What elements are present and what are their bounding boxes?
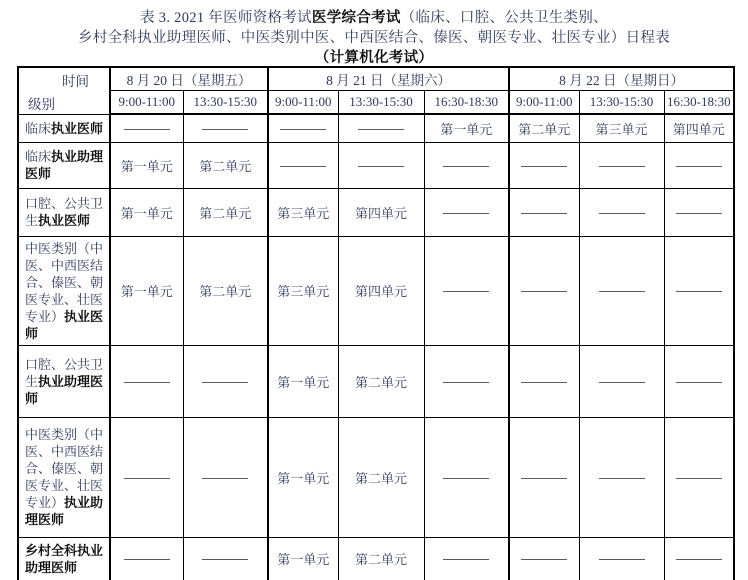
exam-unit-cell: 第二单元 [338,417,424,537]
no-exam-dash [202,129,248,130]
no-exam-dash [124,478,170,479]
row-label-qualification: 执业医师 [25,308,104,341]
exam-unit-cell: 第三单元 [579,114,664,142]
no-exam-dash [599,166,645,167]
row-label-category: 中医类别（中医、中西医结合、傣医、朝医专业、壮医专业） [25,427,104,510]
no-exam-cell [579,345,664,417]
no-exam-cell [509,236,579,345]
no-exam-dash [676,382,722,383]
corner-header-cell [18,67,110,114]
no-exam-cell [509,142,579,188]
schedule-row [18,417,734,537]
day-header-aug22: 8 月 22 日（星期日） [509,67,734,91]
corner-label-level: 级别 [28,97,55,113]
row-label [18,345,110,417]
no-exam-dash [443,382,489,383]
time-slot-header: 9:00-11:00 [268,91,338,115]
row-label [18,537,110,580]
schedule-row [18,236,734,345]
row-label-category: 口腔、公共卫生 [25,356,104,389]
no-exam-cell [183,537,268,580]
exam-unit-cell: 第一单元 [110,188,183,236]
no-exam-cell [424,537,509,580]
no-exam-dash [443,559,489,560]
time-slot-header: 16:30-18:30 [424,91,509,115]
no-exam-cell [509,345,579,417]
day-header-aug21: 8 月 21 日（星期六） [268,67,509,91]
no-exam-cell [664,345,734,417]
time-slot-header: 9:00-11:00 [509,91,579,115]
row-label-qualification: 执业医师 [38,213,91,228]
exam-unit-cell: 第一单元 [110,142,183,188]
exam-unit-cell: 第四单元 [338,188,424,236]
no-exam-dash [443,166,489,167]
no-exam-cell [183,114,268,142]
no-exam-cell [424,142,509,188]
no-exam-dash [521,382,567,383]
exam-unit-cell: 第二单元 [183,236,268,345]
no-exam-cell [424,345,509,417]
exam-schedule-table [17,66,735,580]
row-label-qualification: 执业助理医师 [25,149,104,181]
no-exam-cell [183,345,268,417]
no-exam-dash [124,382,170,383]
no-exam-cell [579,142,664,188]
no-exam-dash [358,129,404,130]
no-exam-cell [424,236,509,345]
schedule-row [18,537,734,580]
row-label-qualification: 乡村全科执业助理医师 [25,542,104,575]
row-label [18,188,110,236]
no-exam-dash [202,382,248,383]
no-exam-cell [509,537,579,580]
exam-unit-cell: 第三单元 [268,236,338,345]
no-exam-cell [509,188,579,236]
row-label [18,417,110,537]
no-exam-cell [579,236,664,345]
no-exam-dash [202,559,248,560]
title-line-2: 乡村全科执业助理医师、中医类别中医、中西医结合、傣医、朝医专业、壮医专业）日程表 [78,30,670,46]
no-exam-dash [443,213,489,214]
day-header-aug20: 8 月 20 日（星期五） [110,67,268,91]
row-label-category: 口腔、公共卫生 [25,196,104,228]
no-exam-dash [521,478,567,479]
no-exam-dash [443,291,489,292]
row-label-category: 临床 [25,120,52,136]
no-exam-cell [110,114,183,142]
no-exam-dash [599,213,645,214]
title-line-3: （计算机化考试） [314,50,434,66]
exam-unit-cell: 第二单元 [338,345,424,417]
row-label-category: 临床 [25,149,52,164]
date-header-row [18,67,734,91]
row-label-qualification: 执业助理医师 [25,495,104,527]
no-exam-cell [664,236,734,345]
exam-unit-cell: 第二单元 [183,188,268,236]
time-slot-header: 13:30-15:30 [338,91,424,115]
no-exam-dash [280,166,326,167]
schedule-row [18,345,734,417]
time-header-row [18,91,734,115]
exam-unit-cell: 第一单元 [268,417,338,537]
no-exam-cell [268,142,338,188]
no-exam-dash [599,559,645,560]
row-label [18,114,110,142]
row-label-qualification: 执业医师 [51,120,104,136]
no-exam-dash [676,559,722,560]
no-exam-cell [183,417,268,537]
no-exam-dash [124,129,170,130]
no-exam-dash [521,213,567,214]
no-exam-cell [579,537,664,580]
no-exam-cell [338,114,424,142]
title-line-1 [0,8,748,28]
no-exam-dash [521,291,567,292]
no-exam-dash [280,129,326,130]
no-exam-dash [676,291,722,292]
no-exam-cell [664,142,734,188]
row-label [18,142,110,188]
no-exam-cell [110,345,183,417]
no-exam-cell [110,417,183,537]
no-exam-dash [676,478,722,479]
schedule-row [18,142,734,188]
no-exam-cell [110,537,183,580]
corner-label-time: 时间 [62,74,89,90]
no-exam-cell [338,142,424,188]
exam-unit-cell: 第一单元 [268,537,338,580]
no-exam-cell [424,188,509,236]
no-exam-dash [521,559,567,560]
row-label-qualification: 执业助理医师 [25,373,104,406]
exam-unit-cell: 第一单元 [424,114,509,142]
document-title [0,0,748,68]
exam-unit-cell: 第二单元 [183,142,268,188]
exam-unit-cell: 第一单元 [110,236,183,345]
no-exam-dash [443,478,489,479]
exam-unit-cell: 第四单元 [338,236,424,345]
time-slot-header: 13:30-15:30 [183,91,268,115]
row-label-category: 中医类别（中医、中西医结合、傣医、朝医专业、壮医专业） [25,240,104,324]
no-exam-cell [424,417,509,537]
schedule-row [18,114,734,142]
no-exam-dash [676,213,722,214]
exam-unit-cell: 第四单元 [664,114,734,142]
schedule-row [18,188,734,236]
no-exam-dash [676,166,722,167]
no-exam-cell [268,114,338,142]
exam-unit-cell: 第一单元 [268,345,338,417]
no-exam-dash [599,382,645,383]
exam-unit-cell: 第三单元 [268,188,338,236]
no-exam-cell [664,537,734,580]
no-exam-dash [521,166,567,167]
no-exam-dash [358,166,404,167]
row-label [18,236,110,345]
time-slot-header: 13:30-15:30 [579,91,664,115]
no-exam-dash [202,478,248,479]
no-exam-cell [664,417,734,537]
no-exam-dash [124,559,170,560]
no-exam-cell [579,417,664,537]
exam-unit-cell: 第二单元 [509,114,579,142]
title-line-1-pre: 表 3. 2021 年医师资格考试 [140,10,312,26]
time-slot-header: 9:00-11:00 [110,91,183,115]
no-exam-cell [664,188,734,236]
title-line-1-post: （临床、口腔、公共卫生类别、 [400,10,608,26]
title-line-1-bold: 医学综合考试 [311,10,401,26]
no-exam-dash [599,478,645,479]
no-exam-cell [509,417,579,537]
no-exam-cell [579,188,664,236]
no-exam-dash [599,291,645,292]
time-slot-header: 16:30-18:30 [664,91,734,115]
exam-unit-cell: 第二单元 [338,537,424,580]
